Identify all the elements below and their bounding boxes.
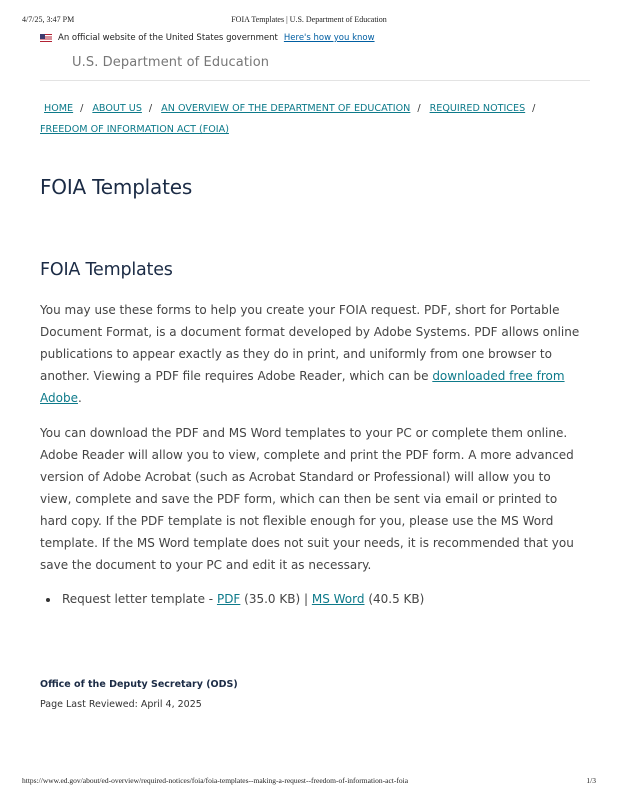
breadcrumb-home[interactable]: HOME	[44, 103, 74, 114]
print-doc-title: FOIA Templates | U.S. Department of Education	[231, 15, 387, 24]
download-paragraph: You can download the PDF and MS Word templates to your PC or complete them online. Adobe Reader will allow you to view, complete and print the PDF form. A more advanced version of Adobe Acrobat (such as Acrobat Standard or Professional) will allow you to view, complete and save the PDF form, which can then be sent via email or printed to hard copy. If the PDF template is not flexible enough for you, please use the MS Word template. If the MS Word template does not suit your needs, it is recommended that you save the document to your PC and edit it as necessary.	[40, 426, 574, 572]
office-name: Office of the Deputy Secretary (ODS)	[40, 679, 238, 690]
site-name[interactable]: U.S. Department of Education	[72, 55, 270, 70]
print-datetime: 4/7/25, 3:47 PM	[22, 15, 75, 24]
print-header	[22, 15, 596, 27]
breadcrumb-required-notices[interactable]: REQUIRED NOTICES	[429, 103, 526, 114]
intro-text: You may use these forms to help you create your FOIA request. PDF, short for Portable Document Format, is a document format developed by Adobe Systems. PDF allows online publications to appear exactly as they do in print, and uniformly from one browser to another. Viewing a PDF file requires Adobe Reader, which can be	[40, 303, 580, 383]
breadcrumb	[40, 98, 580, 140]
intro-end: .	[77, 391, 82, 405]
page-title: FOIA Templates	[40, 175, 193, 199]
list-item	[40, 588, 585, 610]
gov-banner-text: An official website of the United States government	[58, 33, 278, 43]
section-title: FOIA Templates	[40, 260, 173, 280]
breadcrumb-separator: /	[80, 103, 84, 114]
link-divider: |	[303, 592, 309, 606]
us-flag-icon	[40, 34, 52, 42]
print-url: https://www.ed.gov/about/ed-overview/required-notices/foia/foia-templates--making-a-request--freedom-of-information-act-foia	[22, 776, 409, 785]
breadcrumb-separator: /	[532, 103, 536, 114]
intro-paragraph	[40, 299, 585, 409]
template-item-label: Request letter template -	[62, 592, 217, 606]
header-divider	[40, 80, 590, 81]
pdf-size: (35.0 KB)	[240, 592, 304, 606]
heres-how-you-know-link[interactable]: Here's how you know	[283, 33, 375, 43]
breadcrumb-about-us[interactable]: ABOUT US	[92, 103, 142, 114]
word-template-link[interactable]: MS Word	[311, 592, 365, 606]
print-footer	[22, 776, 596, 788]
adobe-download-link[interactable]: downloaded free from Adobe	[40, 369, 565, 405]
breadcrumb-overview[interactable]: AN OVERVIEW OF THE DEPARTMENT OF EDUCATION	[161, 103, 411, 114]
page-last-reviewed: Page Last Reviewed: April 4, 2025	[40, 699, 202, 710]
pdf-template-link[interactable]: PDF	[216, 592, 241, 606]
word-size: (40.5 KB)	[364, 592, 425, 606]
gov-banner	[40, 31, 375, 45]
breadcrumb-separator: /	[148, 103, 153, 114]
print-page-number: 1/3	[586, 776, 596, 785]
main-content	[40, 299, 585, 610]
breadcrumb-separator: /	[417, 103, 421, 114]
breadcrumb-foia[interactable]: FREEDOM OF INFORMATION ACT (FOIA)	[40, 124, 229, 135]
template-list	[40, 588, 585, 610]
